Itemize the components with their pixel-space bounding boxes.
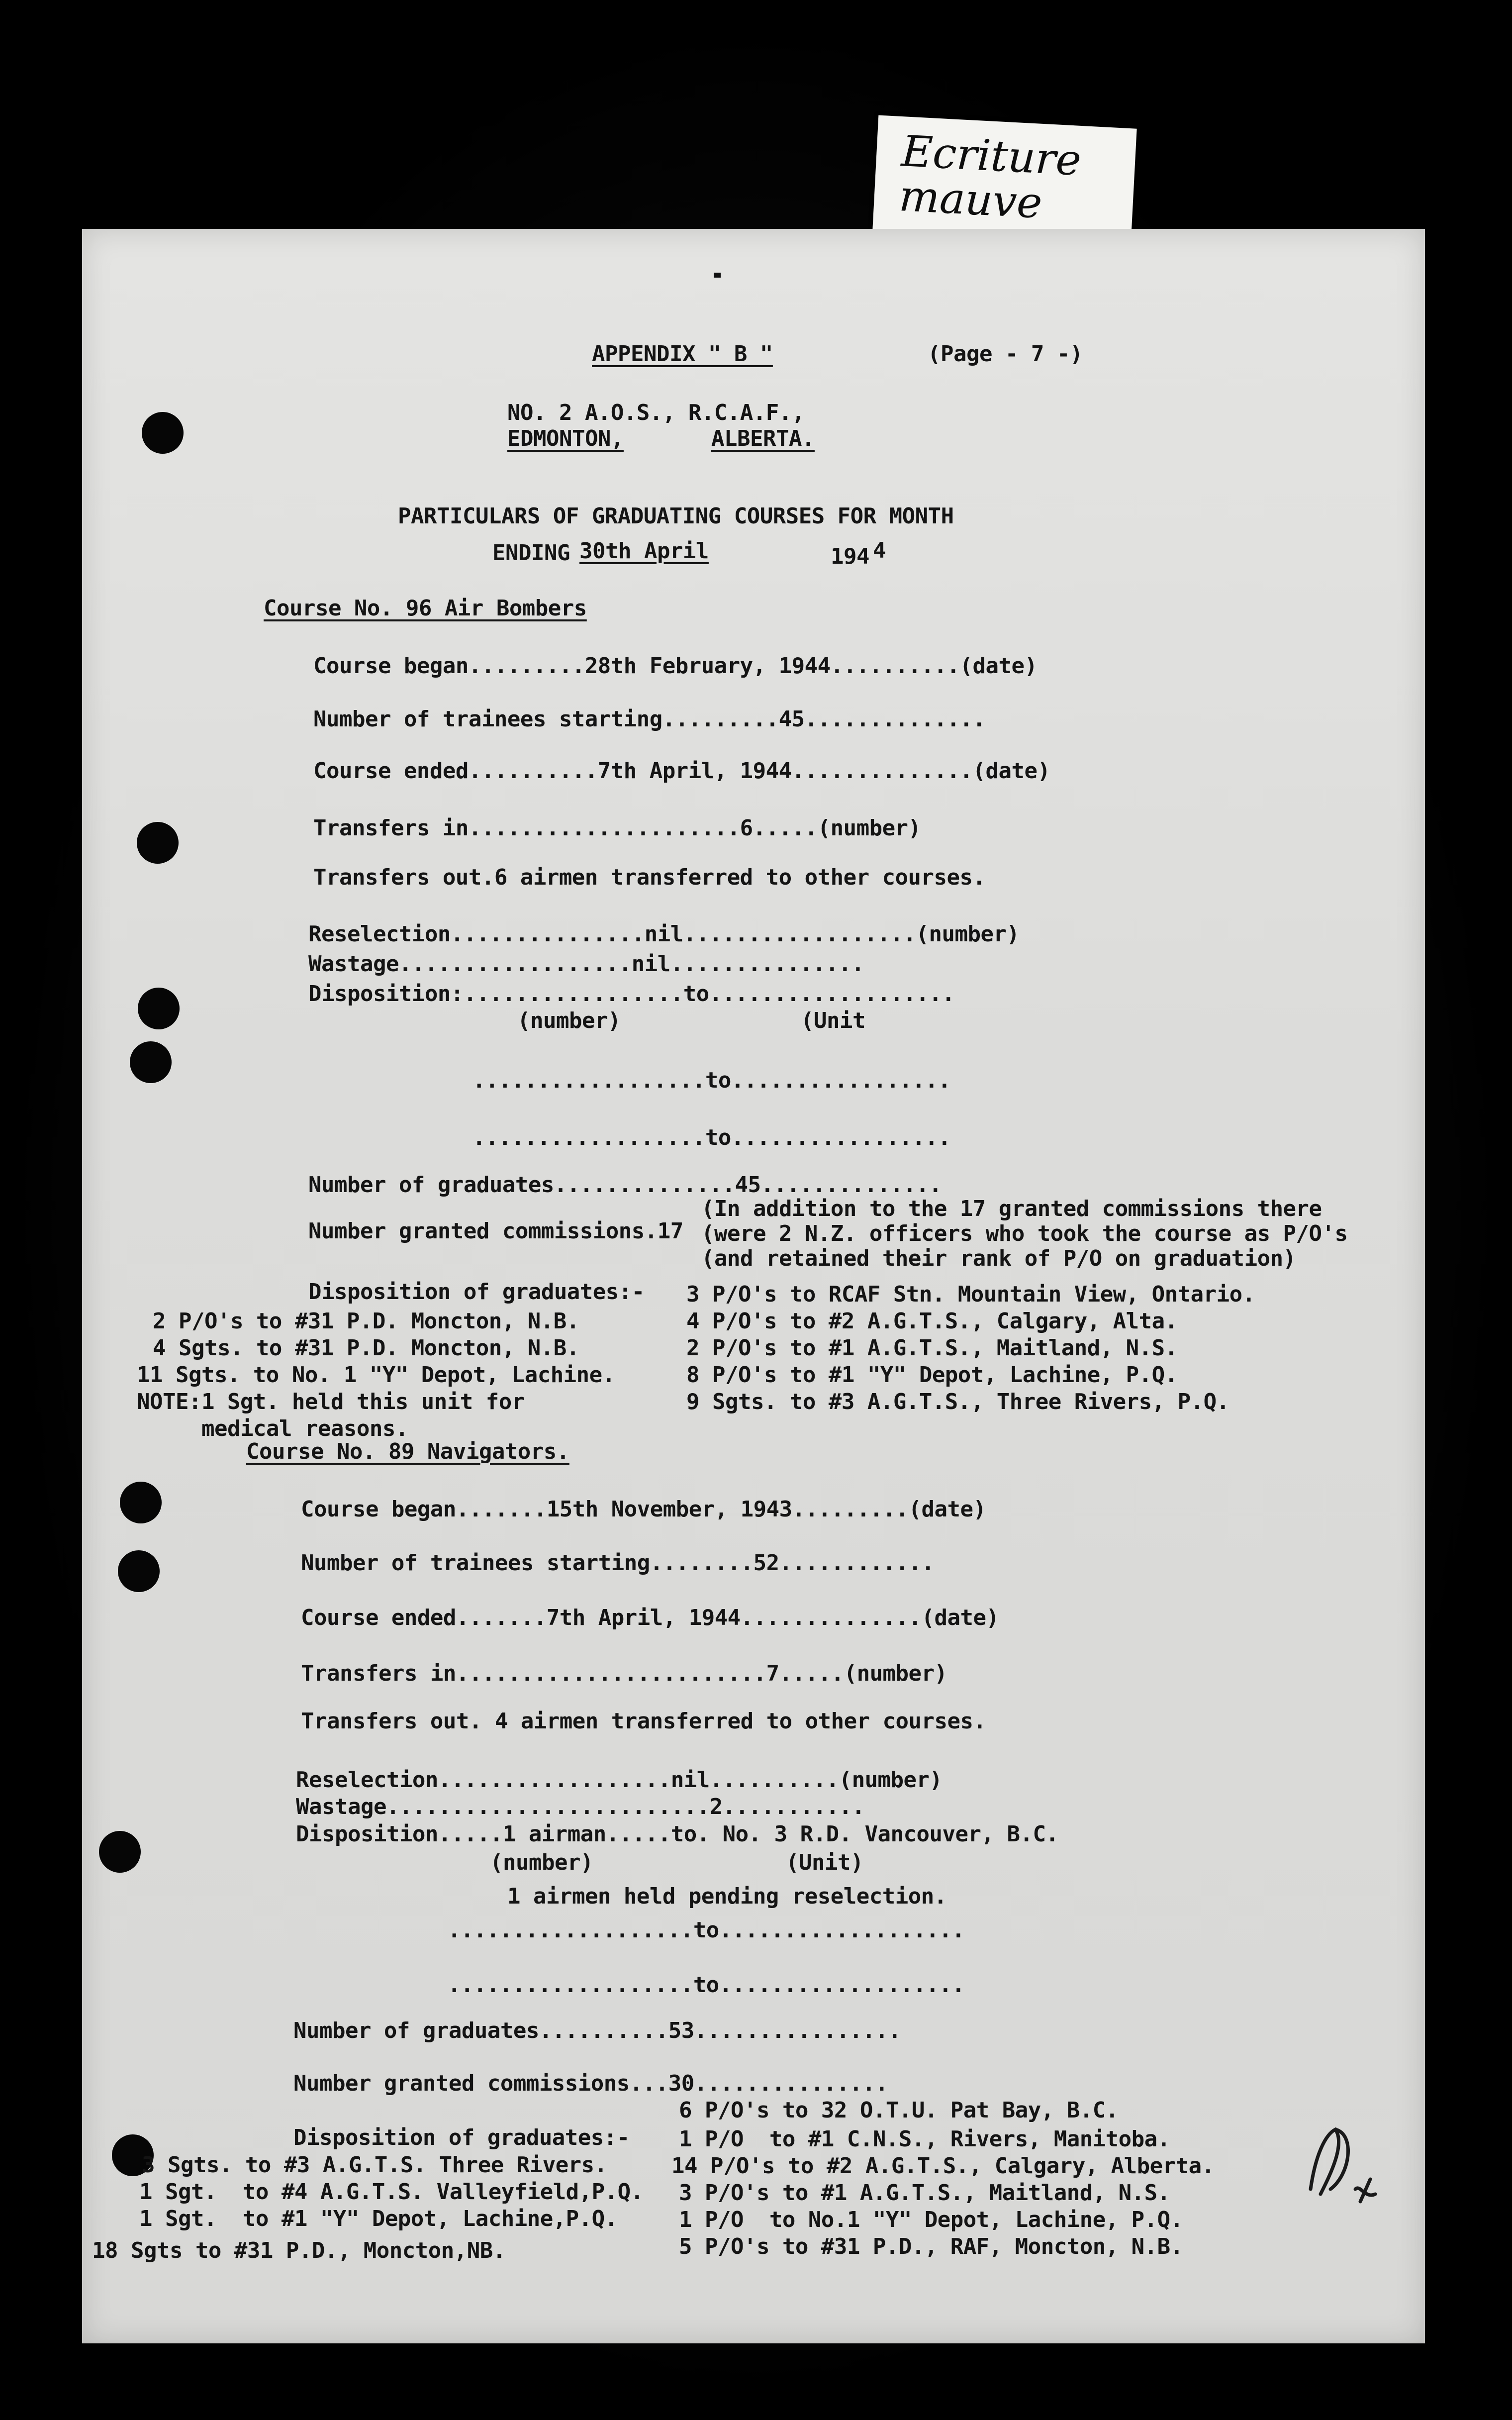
report-ending-year: 194 bbox=[831, 544, 869, 569]
course-89-left-item: 1 Sgt. to #4 A.G.T.S. Valleyfield,P.Q. bbox=[139, 2179, 644, 2205]
course-96-unit-label: (Unit bbox=[801, 1008, 865, 1033]
course-89-right-item: 5 P/O's to #31 P.D., RAF, Moncton, N.B. bbox=[679, 2234, 1183, 2259]
course-89-disposition: Disposition.....1 airman.....to. No. 3 R.D. Vancouver, B.C. bbox=[296, 1821, 1059, 1847]
course-89-disposition-graduates: Disposition of graduates:- bbox=[293, 2125, 630, 2150]
course-96-right-item: 3 P/O's to RCAF Stn. Mountain View, Ontario. bbox=[686, 1282, 1255, 1307]
course-96-commission-note: (In addition to the 17 granted commissions there bbox=[701, 1196, 1322, 1221]
course-96-commission-note: (were 2 N.Z. officers who took the course as P/O's bbox=[701, 1221, 1348, 1246]
annotation-slip bbox=[872, 115, 1136, 243]
course-89-reselection: Reselection..................nil..........(number) bbox=[296, 1767, 943, 1793]
course-96-right-item: 8 P/O's to #1 "Y" Depot, Lachine, P.Q. bbox=[686, 1362, 1178, 1388]
course-89-left-item: 18 Sgts to #31 P.D., Moncton,NB. bbox=[92, 2238, 506, 2263]
punch-hole bbox=[130, 1041, 172, 1083]
course-96-commissions: Number granted commissions.17 bbox=[308, 1218, 683, 1244]
course-96-commission-note: (and retained their rank of P/O on graduation) bbox=[701, 1246, 1296, 1271]
course-96-wastage: Wastage..................nil............... bbox=[308, 951, 864, 977]
unit-province: ALBERTA. bbox=[711, 426, 815, 451]
course-96-disposition-graduates: Disposition of graduates:- bbox=[308, 1279, 645, 1305]
unit-city: EDMONTON, bbox=[507, 426, 624, 451]
punch-hole bbox=[99, 1831, 141, 1873]
course-96-began: Course began.........28th February, 1944..........(date) bbox=[313, 653, 1038, 679]
course-89-wastage: Wastage.........................2........... bbox=[296, 1794, 865, 1819]
course-89-to-line: ...................to................... bbox=[448, 1917, 965, 1943]
punch-hole bbox=[138, 988, 180, 1029]
course-96-reselection: Reselection...............nil..................(number) bbox=[308, 921, 1020, 947]
punch-hole bbox=[118, 1550, 160, 1592]
course-96-left-item: NOTE:1 Sgt. held this unit for bbox=[137, 1389, 525, 1414]
course-89-right-item: 6 P/O's to 32 O.T.U. Pat Bay, B.C. bbox=[679, 2098, 1119, 2123]
course-89-left-item: 1 Sgt. to #1 "Y" Depot, Lachine,P.Q. bbox=[139, 2206, 618, 2231]
report-ending-date: 30th April bbox=[579, 538, 709, 564]
course-96-left-item: 11 Sgts. to No. 1 "Y" Depot, Lachine. bbox=[137, 1362, 615, 1388]
course-96-right-item: 4 P/O's to #2 A.G.T.S., Calgary, Alta. bbox=[686, 1309, 1178, 1334]
report-ending-prefix: ENDING bbox=[492, 540, 570, 566]
course-89-right-item: 3 P/O's to #1 A.G.T.S., Maitland, N.S. bbox=[679, 2180, 1170, 2206]
course-89-ended: Course ended.......7th April, 1944..............(date) bbox=[301, 1605, 999, 1630]
course-96-transfers-in: Transfers in.....................6.....(number) bbox=[313, 815, 921, 841]
course-89-number-label: (number) bbox=[490, 1850, 593, 1875]
punch-hole bbox=[120, 1482, 162, 1523]
course-89-graduates: Number of graduates..........53................ bbox=[293, 2018, 901, 2043]
course-89-right-item: 1 P/O to No.1 "Y" Depot, Lachine, P.Q. bbox=[679, 2207, 1183, 2232]
course-96-transfers-out: Transfers out.6 airmen transferred to other courses. bbox=[313, 865, 986, 890]
course-96-right-item: 9 Sgts. to #3 A.G.T.S., Three Rivers, P.Q. bbox=[686, 1389, 1229, 1414]
course-96-right-item: 2 P/O's to #1 A.G.T.S., Maitland, N.S. bbox=[686, 1335, 1178, 1361]
document-page bbox=[82, 229, 1425, 2343]
course-96-heading: Course No. 96 Air Bombers bbox=[264, 596, 587, 621]
course-89-unit-label: (Unit) bbox=[786, 1850, 863, 1875]
course-96-starting: Number of trainees starting.........45.............. bbox=[313, 706, 986, 732]
report-title: PARTICULARS OF GRADUATING COURSES FOR MONTH bbox=[398, 504, 954, 529]
punch-hole bbox=[137, 822, 179, 864]
course-89-right-item: 14 P/O's to #2 A.G.T.S., Calgary, Alberta. bbox=[671, 2153, 1215, 2179]
course-96-disposition: Disposition:.................to................... bbox=[308, 981, 955, 1007]
course-89-to-line: ...................to................... bbox=[448, 1972, 965, 1998]
course-89-transfers-in: Transfers in........................7.....(number) bbox=[301, 1661, 947, 1686]
course-89-starting: Number of trainees starting........52............ bbox=[301, 1550, 935, 1576]
course-96-to-line: ..................to................. bbox=[472, 1125, 951, 1150]
course-89-began: Course began.......15th November, 1943.........(date) bbox=[301, 1497, 986, 1522]
course-96-graduates: Number of graduates..............45.............. bbox=[308, 1172, 942, 1198]
punch-hole bbox=[142, 412, 184, 454]
course-89-commissions: Number granted commissions...30............... bbox=[293, 2071, 888, 2096]
course-89-heading: Course No. 89 Navigators. bbox=[246, 1439, 569, 1464]
dot-mark bbox=[714, 273, 721, 278]
course-89-transfers-out: Transfers out. 4 airmen transferred to other courses. bbox=[301, 1709, 986, 1734]
course-89-held-note: 1 airmen held pending reselection. bbox=[507, 1884, 947, 1909]
unit-line-1: NO. 2 A.O.S., R.C.A.F., bbox=[507, 400, 805, 425]
handwritten-initials bbox=[1301, 2115, 1390, 2214]
course-96-to-line: ..................to................. bbox=[472, 1068, 951, 1093]
annotation-line-2: mauve bbox=[898, 171, 1043, 228]
page-number: (Page - 7 -) bbox=[928, 341, 1083, 367]
report-ending-year-digit: 4 bbox=[873, 538, 886, 563]
course-96-left-item: 4 Sgts. to #31 P.D. Moncton, N.B. bbox=[153, 1335, 579, 1361]
course-89-right-item: 1 P/O to #1 C.N.S., Rivers, Manitoba. bbox=[679, 2126, 1170, 2152]
annotation-line-1: Ecriture bbox=[900, 126, 1083, 186]
appendix-heading: APPENDIX " B " bbox=[592, 341, 773, 367]
course-96-ended: Course ended..........7th April, 1944..............(date) bbox=[313, 758, 1050, 784]
course-96-number-label: (number) bbox=[517, 1008, 621, 1033]
course-96-left-item: 2 P/O's to #31 P.D. Moncton, N.B. bbox=[153, 1309, 579, 1334]
course-89-left-item: 3 Sgts. to #3 A.G.T.S. Three Rivers. bbox=[142, 2152, 607, 2178]
course-96-left-item: medical reasons. bbox=[201, 1416, 408, 1441]
